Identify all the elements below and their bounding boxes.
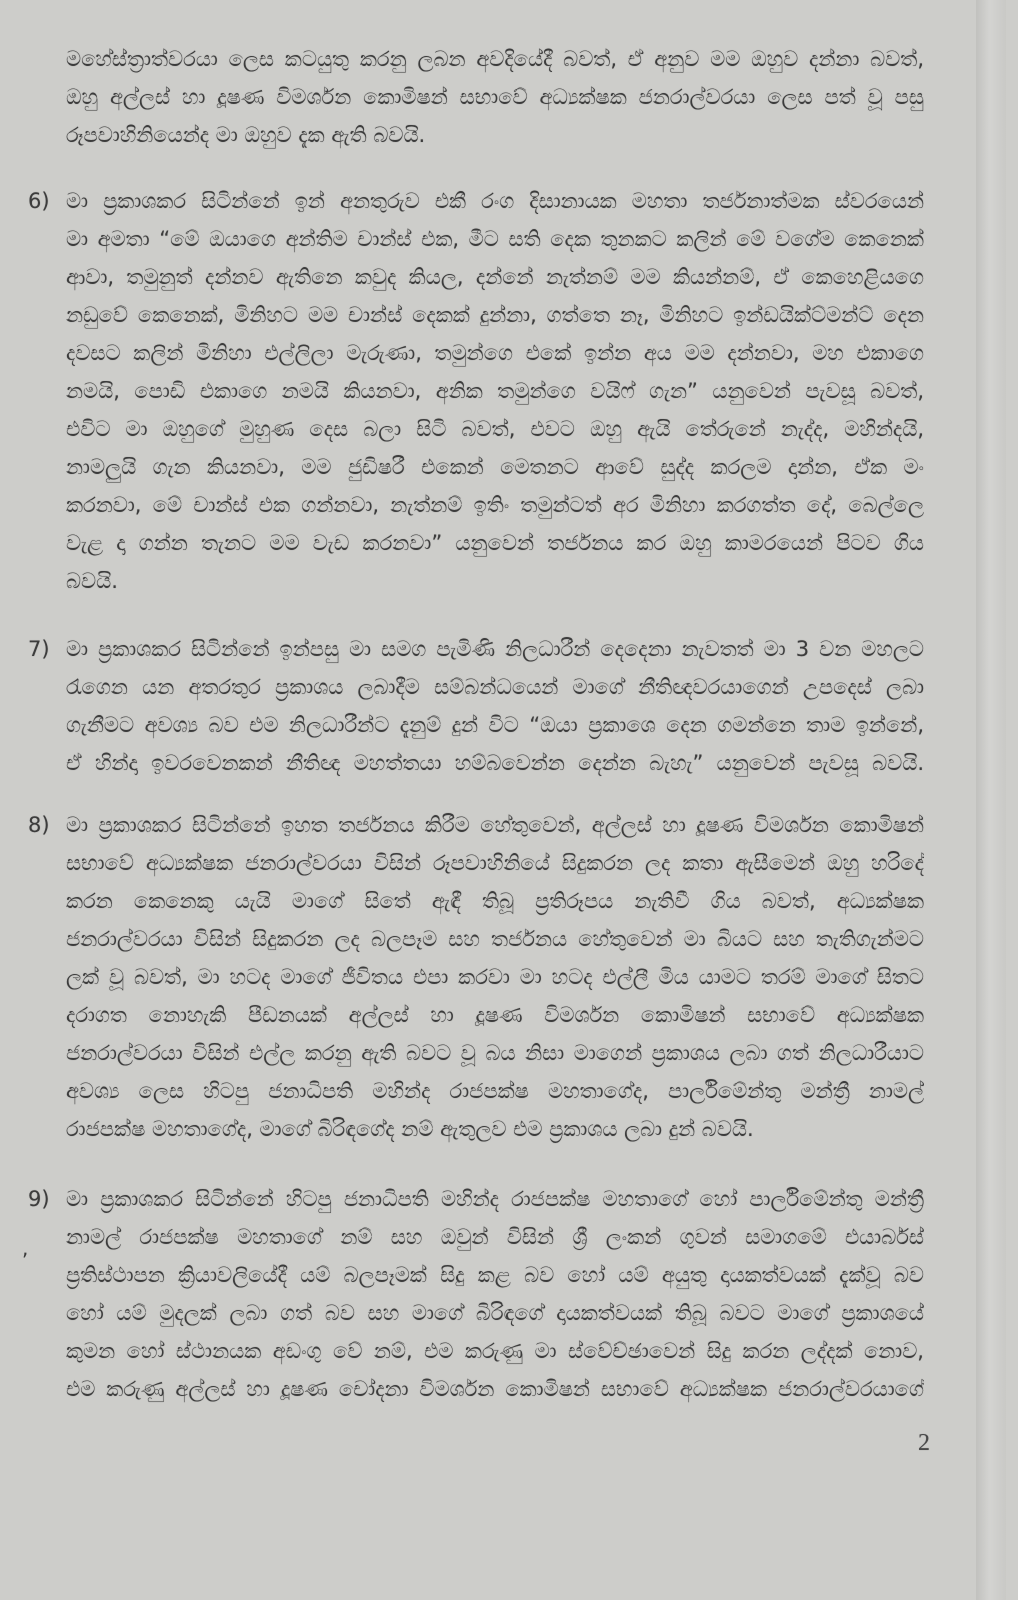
text-line: කුමන හෝ ස්ථානයක අඩංගු වේ නම්, එම කරුණු මා ස්වේච්ඡාවෙන් සිදු කරන ලද්දක් නොව,	[66, 1339, 924, 1363]
text-line: රාජපක්ෂ මහතාගේද, මාගේ බිරිඳගේද නම් ඇතුලව එම ප්‍රකාශය ලබා දුන් බවයි.	[66, 1117, 754, 1141]
text-line: ලක් වූ බවත්, මා හටද මාගේ ජීවිතය එපා කරවා මා හටද එල්ලී මිය යාමට තරම් මාගේ සිතට	[66, 965, 924, 989]
stray-margin-mark: ,	[22, 1236, 29, 1260]
paper-crease	[976, 0, 1006, 1600]
text-line: මා ප්‍රකාශකර සිටින්නේ හිටපු ජනාධිපති මහින්ද රාජපක්ෂ මහතාගේ හෝ පාර්ලිමේන්තු මන්ත්‍රී	[66, 1187, 924, 1211]
text-line: ප්‍රතිස්ථාපන ක්‍රියාවලියේදී යම් බලපෑමක් සිදු කළ බව හෝ යම් අයුතු දායකත්වයක් දැක්වූ බව	[66, 1263, 924, 1287]
text-line: එවිට මා ඔහුගේ මුහුණ දෙස බලා සිටි බවත්, එවට ඔහු ඇයි තේරුනේ නැද්ද, මහින්දයි,	[66, 417, 924, 441]
text-line: රූපවාහිනියෙන්ද මා ඔහුව දැක ඇති බවයි.	[66, 123, 426, 147]
text-line: කරනවා, මේ චාන්ස් එක ගන්නවා, නැත්නම් ඉතිං තමුන්ටත් අර මිනිහා කරගත්ත දේ, බෙල්ලෙ	[66, 493, 924, 517]
text-line: එම කරුණු අල්ලස් හා දූෂණ චෝදනා විමර්ශන කොමිෂන් සභාවේ අධ්‍යක්ෂක ජනරාල්වරයාගේ	[66, 1377, 924, 1401]
text-line: මහේස්ත්‍රාත්වරයා ලෙස කටයුතු කරනු ලබන අවදියේදී බවත්, ඒ අනුව මම ඔහුව දන්නා බවත්,	[66, 47, 924, 71]
text-line: කරන කෙනෙකු යැයි මාගේ සිතේ ඇඳී තිබූ ප්‍රතිරූපය නැතිවී ගිය බවත්, අධ්‍යක්ෂක	[66, 889, 924, 913]
numbered-paragraph	[28, 1180, 924, 1408]
continuation-paragraph	[66, 40, 924, 154]
text-line: නඩුවේ කෙනෙක්, මිනිහට මම චාන්ස් දෙකක් දුන්නා, ගත්තෙ නෑ, මිනිහට ඉන්ඩයික්ට්මන්ට් දෙන	[66, 303, 924, 327]
text-line: මා අමතා “මේ ඔයාගෙ අන්තිම චාන්ස් එක, මීට සති දෙක තුනකට කලින් මේ වගේම කෙනෙක්	[66, 227, 924, 251]
text-line: බවයි.	[66, 569, 118, 593]
text-line: දවසට කලින් මිනිහා එල්ලිලා මැරුණා, තමුන්ගෙ එකේ ඉන්න අය මම දන්නවා, මහ එකාගෙ	[66, 341, 924, 365]
text-line: ජනරාල්වරයා විසින් සිදුකරන ලද බලපෑම සහ තර්ජනය හේතුවෙන් මා බියට සහ තැතිගැන්මට	[66, 927, 924, 951]
paragraph-number: 8)	[28, 813, 50, 837]
text-line: ගැනීමට අවශ්‍ය බව එම නිලධාරීන්ට දැනුම් දුන් විට “ඔයා ප්‍රකාශෙ දෙන ගමන්නෙ තාම ඉන්නේ,	[66, 713, 924, 737]
text-line: අවශ්‍ය ලෙස හිටපු ජනාධිපති මහින්ද රාජපක්ෂ මහතාගේද, පාර්ලිමේන්තු මන්ත්‍රී නාමල්	[66, 1079, 924, 1103]
text-line: රැගෙන යන අතරතුර ප්‍රකාශය ලබාදීම සම්බන්ධයෙන් මාගේ නීතිඥවරයාගෙන් උපදෙස් ලබා	[66, 675, 924, 699]
paragraph-number: 9)	[28, 1187, 50, 1211]
paragraph-number: 7)	[28, 637, 50, 661]
text-line: ආවා, තමුනුත් දන්නව ඇතිනෙ කවුද කියල, දන්නේ නැත්නම් මම කියන්නම්, ඒ කෙහෙළියගෙ	[66, 265, 924, 289]
text-line: මා ප්‍රකාශකර සිටින්නේ ඉහත තර්ජනය කිරීම හේතුවෙන්, අල්ලස් හා දූෂණ විමර්ශන කොමිෂන්	[66, 813, 924, 837]
page-number: 2	[918, 1430, 930, 1456]
text-line: නමයි, පොඩි එකාගෙ නමයි කියනවා, අනික තමුන්ගෙ වයිෆ් ගැන” යනුවෙන් පැවසූ බවත්,	[66, 379, 924, 403]
numbered-paragraph	[28, 630, 924, 782]
text-line: ඒ හින්දා ඉවරවෙනකන් නීතිඥ මහත්තයා හම්බවෙන්න දෙන්න බැහැ” යනුවෙන් පැවසූ බවයි.	[66, 751, 924, 775]
text-line: නාමල් රාජපක්ෂ මහතාගේ නම් සහ ඔවුන් විසින් ශ්‍රී ලංකන් ගුවන් සමාගමේ එයාර්බස්	[66, 1225, 924, 1249]
text-line: මා ප්‍රකාශකර සිටින්නේ ඉන්පසු මා සමග පැමිණි නිලධාරීන් දෙදෙනා නැවතත් මා 3 වන මහලට	[66, 637, 924, 661]
numbered-paragraph	[28, 806, 924, 1148]
numbered-paragraph	[28, 182, 924, 600]
text-line: හෝ යම් මුදලක් ලබා ගත් බව සහ මාගේ බිරිඳගේ දායකත්වයක් තිබූ බවට මාගේ ප්‍රකාශයේ	[66, 1301, 924, 1325]
text-line: මා ප්‍රකාශකර සිටින්නේ ඉන් අනතුරුව එකී රංග දිසානායක මහතා තර්ජනාත්මක ස්වරයෙන්	[66, 189, 924, 213]
text-line: වැළ දා ගන්න තැනට මම වැඩ කරනවා” යනුවෙන් තර්ජනය කර ඔහු කාමරයෙන් පිටව ගිය	[66, 531, 924, 555]
text-line: නාමලුයි ගැන කියනවා, මම ජුඩිෂරී එකෙන් මෙතනට ආවේ සුද්ද කරලම දාන්න, ඒක මං	[66, 455, 924, 479]
paragraph-number: 6)	[28, 189, 50, 213]
text-line: ජනරාල්වරයා විසින් එල්ල කරනු ඇති බවට වූ බය නිසා මාගෙන් ප්‍රකාශය ලබා ගත් නිලධාරීයාට	[66, 1041, 924, 1065]
text-line: ඔහු අල්ලස් හා දූෂණ විමර්ශන කොමිෂන් සභාවේ අධ්‍යක්ෂක ජනරාල්වරයා ලෙස පත් වූ පසු	[66, 85, 924, 109]
text-line: සභාවේ අධ්‍යක්ෂක ජනරාල්වරයා විසින් රූපවාහිනියේ සිදුකරන ලද කතා ඇසීමෙන් ඔහු හරිදේ	[66, 851, 924, 875]
text-line: දරාගත නොහැකි පීඩනයක් අල්ලස් හා දූෂණ විමර්ශන කොමිෂන් සභාවේ අධ්‍යක්ෂක	[66, 1003, 924, 1027]
